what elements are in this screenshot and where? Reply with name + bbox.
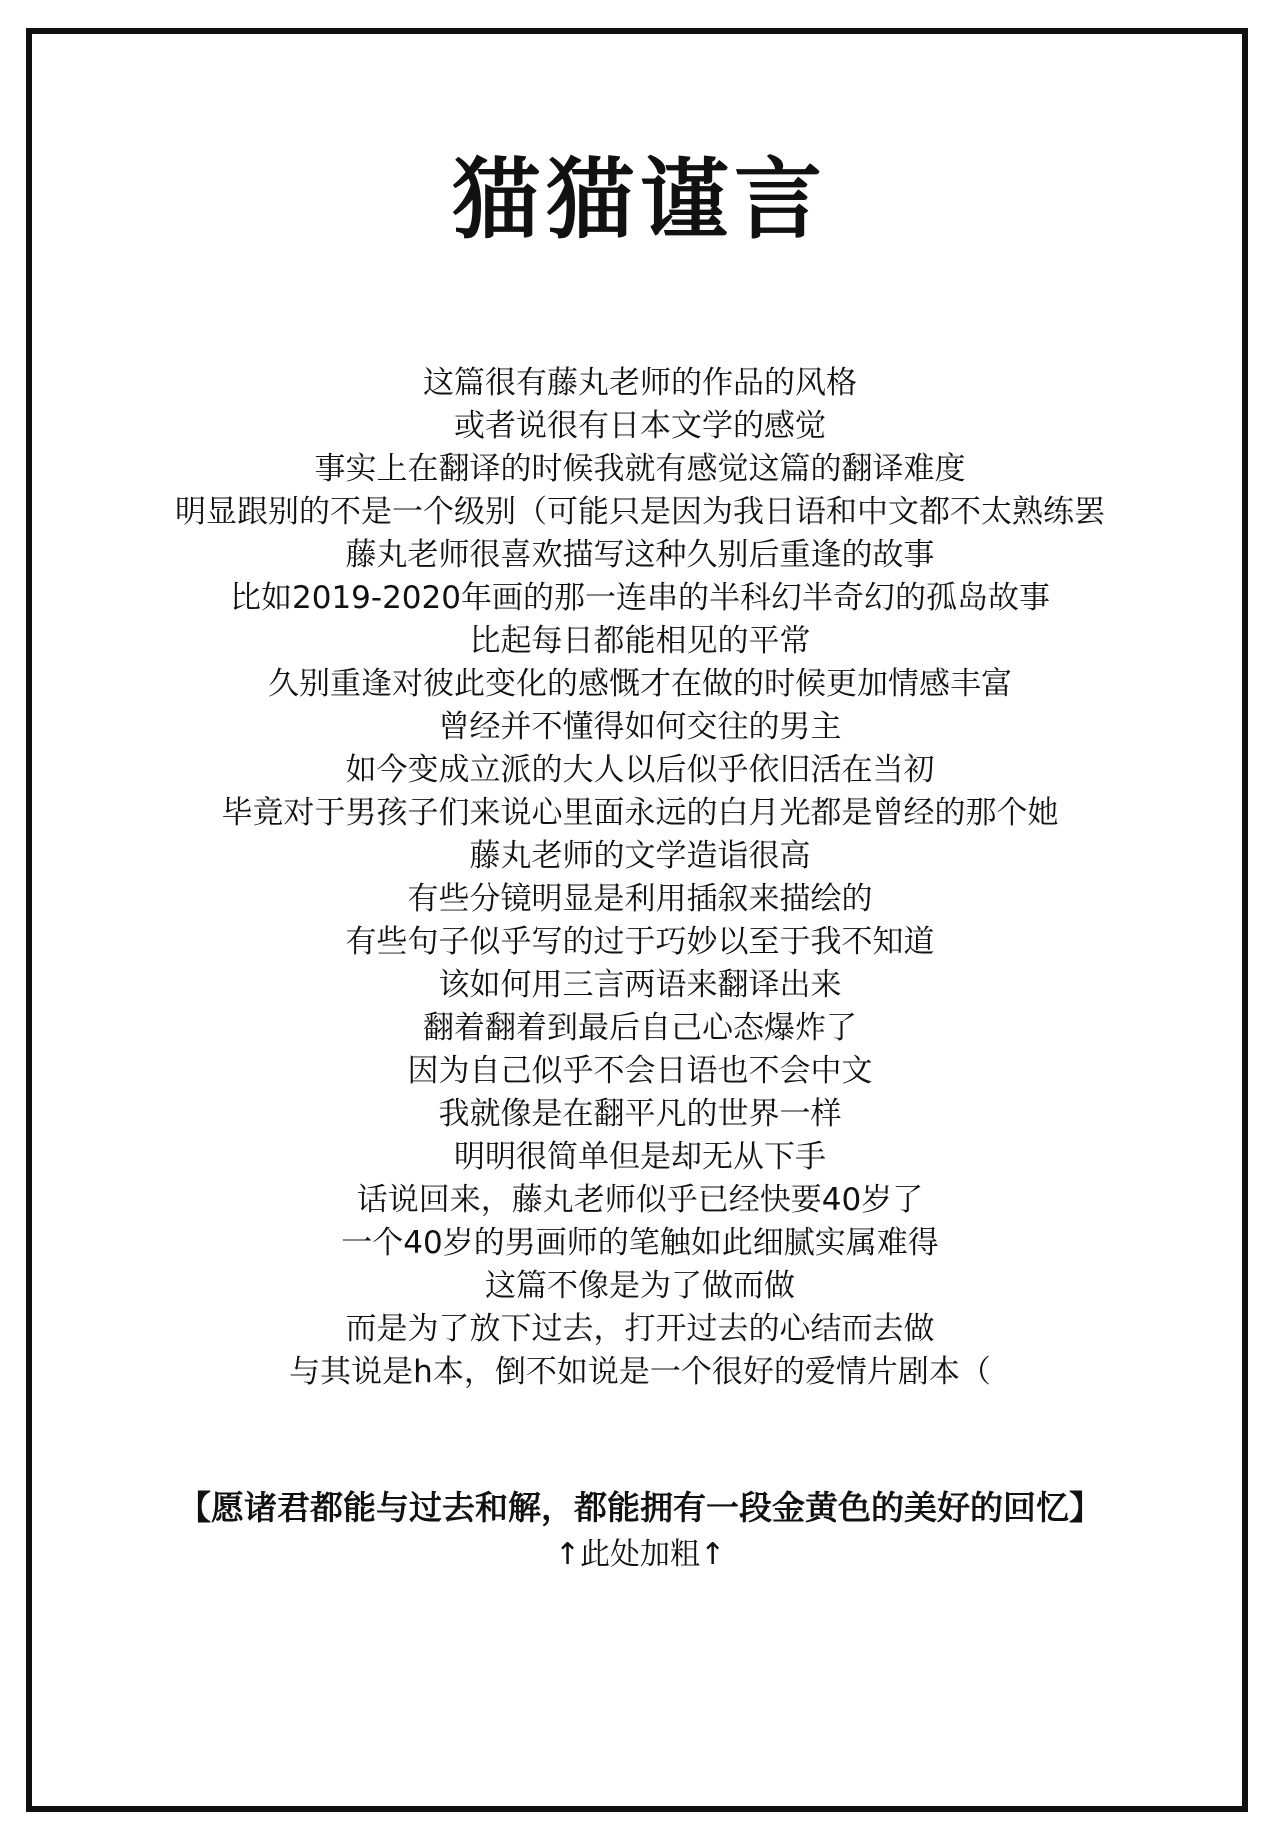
text-line: 该如何用三言两语来翻译出来: [438, 967, 842, 1003]
text-line: 与其说是h本，倒不如说是一个很好的爱情片剧本（: [289, 1354, 991, 1390]
text-line: 或者说很有日本文学的感觉: [454, 408, 826, 444]
text-line: 而是为了放下过去，打开过去的心结而去做: [345, 1311, 935, 1347]
text-line: 毕竟对于男孩子们来说心里面永远的白月光都是曾经的那个她: [221, 795, 1059, 831]
bold-note: ↑此处加粗↑: [554, 1537, 726, 1572]
page-title: 猫猫谨言: [451, 148, 828, 251]
text-line: 因为自己似乎不会日语也不会中文: [407, 1053, 873, 1089]
text-line: 我就像是在翻平凡的世界一样: [438, 1096, 842, 1132]
text-line: 翻着翻着到最后自己心态爆炸了: [423, 1010, 857, 1046]
text-line: 这篇不像是为了做而做: [485, 1268, 795, 1304]
text-line: 一个40岁的男画师的笔触如此细腻实属难得: [341, 1225, 939, 1261]
text-line: 比起每日都能相见的平常: [469, 623, 811, 659]
text-line: 有些分镜明显是利用插叙来描绘的: [407, 881, 873, 917]
text-line: 话说回来，藤丸老师似乎已经快要40岁了: [356, 1182, 924, 1218]
text-line: 比如2019-2020年画的那一连串的半科幻半奇幻的孤岛故事: [230, 580, 1050, 616]
closing-message: 【愿诸君都能与过去和解，都能拥有一段金黄色的美好的回忆】: [178, 1488, 1102, 1527]
text-line: 有些句子似乎写的过于巧妙以至于我不知道: [345, 924, 935, 960]
text-line: 久别重逢对彼此变化的感慨才在做的时候更加情感丰富: [268, 666, 1012, 702]
text-line: 事实上在翻译的时候我就有感觉这篇的翻译难度: [314, 451, 966, 487]
afterword-text: [0, 362, 1280, 1394]
text-line: 如今变成立派的大人以后似乎依旧活在当初: [345, 752, 935, 788]
text-line: 藤丸老师的文学造诣很高: [469, 838, 811, 874]
text-line: 这篇很有藤丸老师的作品的风格: [423, 365, 857, 401]
text-line: 明明很简单但是却无从下手: [454, 1139, 826, 1175]
text-line: 明显跟别的不是一个级别（可能只是因为我日语和中文都不太熟练罢: [175, 494, 1105, 530]
text-line: 曾经并不懂得如何交往的男主: [438, 709, 842, 745]
text-line: 藤丸老师很喜欢描写这种久别后重逢的故事: [345, 537, 935, 573]
